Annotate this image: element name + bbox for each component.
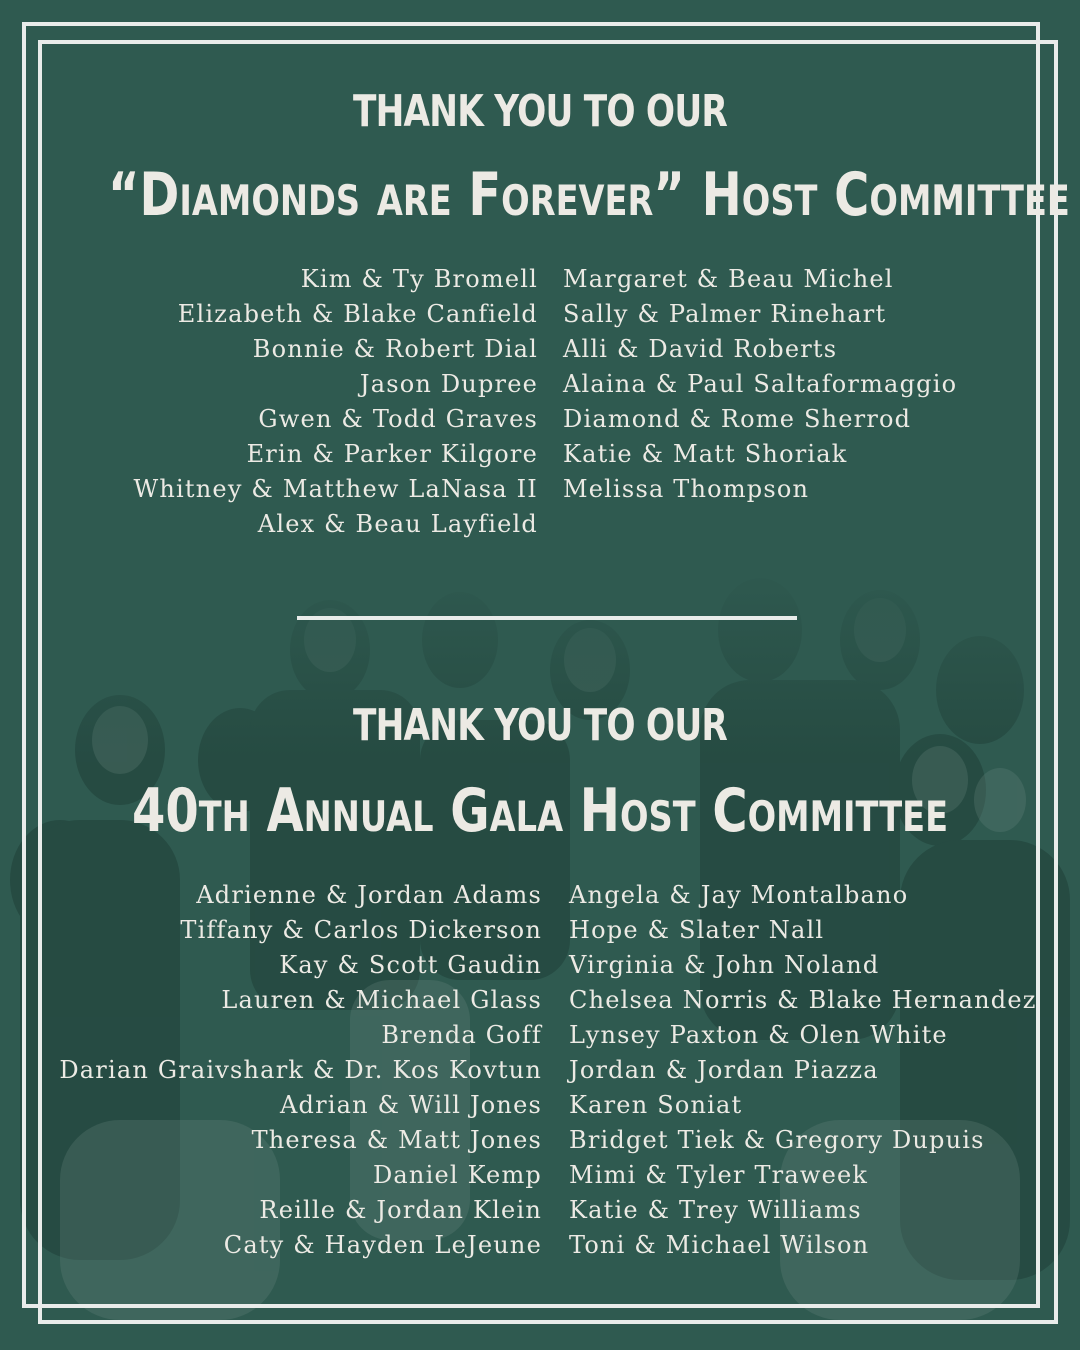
committee-member-name: Lynsey Paxton & Olen White: [569, 1021, 948, 1049]
committee-member-name: Whitney & Matthew LaNasa II: [133, 475, 538, 503]
committee-member-name: Jordan & Jordan Piazza: [569, 1056, 879, 1084]
committee-member-name: Margaret & Beau Michel: [563, 265, 894, 293]
committee-member-name: Brenda Goff: [381, 1021, 542, 1049]
committee-member-name: Kay & Scott Gaudin: [279, 951, 542, 979]
section1-right-names: [563, 262, 957, 507]
committee-member-name: Caty & Hayden LeJeune: [223, 1231, 542, 1259]
committee-member-name: Jason Dupree: [359, 370, 538, 398]
committee-member-name: Katie & Trey Williams: [569, 1196, 862, 1224]
committee-member-name: Karen Soniat: [569, 1091, 743, 1119]
committee-member-name: Diamond & Rome Sherrod: [563, 405, 912, 433]
committee-member-name: Theresa & Matt Jones: [251, 1126, 542, 1154]
committee-member-name: Alex & Beau Layfield: [257, 510, 538, 538]
committee-member-name: Gwen & Todd Graves: [258, 405, 538, 433]
committee-member-name: Alli & David Roberts: [563, 335, 838, 363]
section1-left-names: [134, 262, 538, 542]
committee-member-name: Virginia & John Noland: [569, 951, 880, 979]
section2-kicker: THANK YOU TO OUR: [352, 700, 728, 751]
committee-member-name: Sally & Palmer Rinehart: [563, 300, 887, 328]
section2-right-names: [569, 878, 1037, 1263]
committee-member-name: Katie & Matt Shoriak: [563, 440, 848, 468]
committee-member-name: Reille & Jordan Klein: [259, 1196, 542, 1224]
committee-member-name: Bonnie & Robert Dial: [252, 335, 538, 363]
committee-member-name: Darian Graivshark & Dr. Kos Kovtun: [59, 1056, 542, 1084]
section-divider: [297, 616, 797, 620]
committee-member-name: Adrian & Will Jones: [280, 1091, 542, 1119]
committee-member-name: Alaina & Paul Saltaformaggio: [563, 370, 958, 398]
section2-title: 40th Annual Gala Host Committee: [131, 776, 949, 846]
committee-member-name: Daniel Kemp: [372, 1161, 542, 1189]
committee-member-name: Melissa Thompson: [563, 475, 810, 503]
committee-member-name: Mimi & Tyler Traweek: [569, 1161, 869, 1189]
committee-member-name: Toni & Michael Wilson: [569, 1231, 870, 1259]
committee-member-name: Elizabeth & Blake Canfield: [177, 300, 538, 328]
section1-title: “Diamonds are Forever” Host Committee: [108, 160, 1070, 230]
section1-kicker: THANK YOU TO OUR: [352, 86, 728, 137]
committee-member-name: Chelsea Norris & Blake Hernandez: [569, 986, 1037, 1014]
committee-member-name: Angela & Jay Montalbano: [569, 881, 909, 909]
committee-member-name: Tiffany & Carlos Dickerson: [180, 916, 542, 944]
section2-left-names: [59, 878, 542, 1263]
committee-member-name: Bridget Tiek & Gregory Dupuis: [569, 1126, 985, 1154]
committee-member-name: Hope & Slater Nall: [569, 916, 825, 944]
committee-member-name: Lauren & Michael Glass: [221, 986, 542, 1014]
committee-member-name: Kim & Ty Bromell: [300, 265, 538, 293]
committee-member-name: Erin & Parker Kilgore: [246, 440, 538, 468]
committee-member-name: Adrienne & Jordan Adams: [196, 881, 542, 909]
